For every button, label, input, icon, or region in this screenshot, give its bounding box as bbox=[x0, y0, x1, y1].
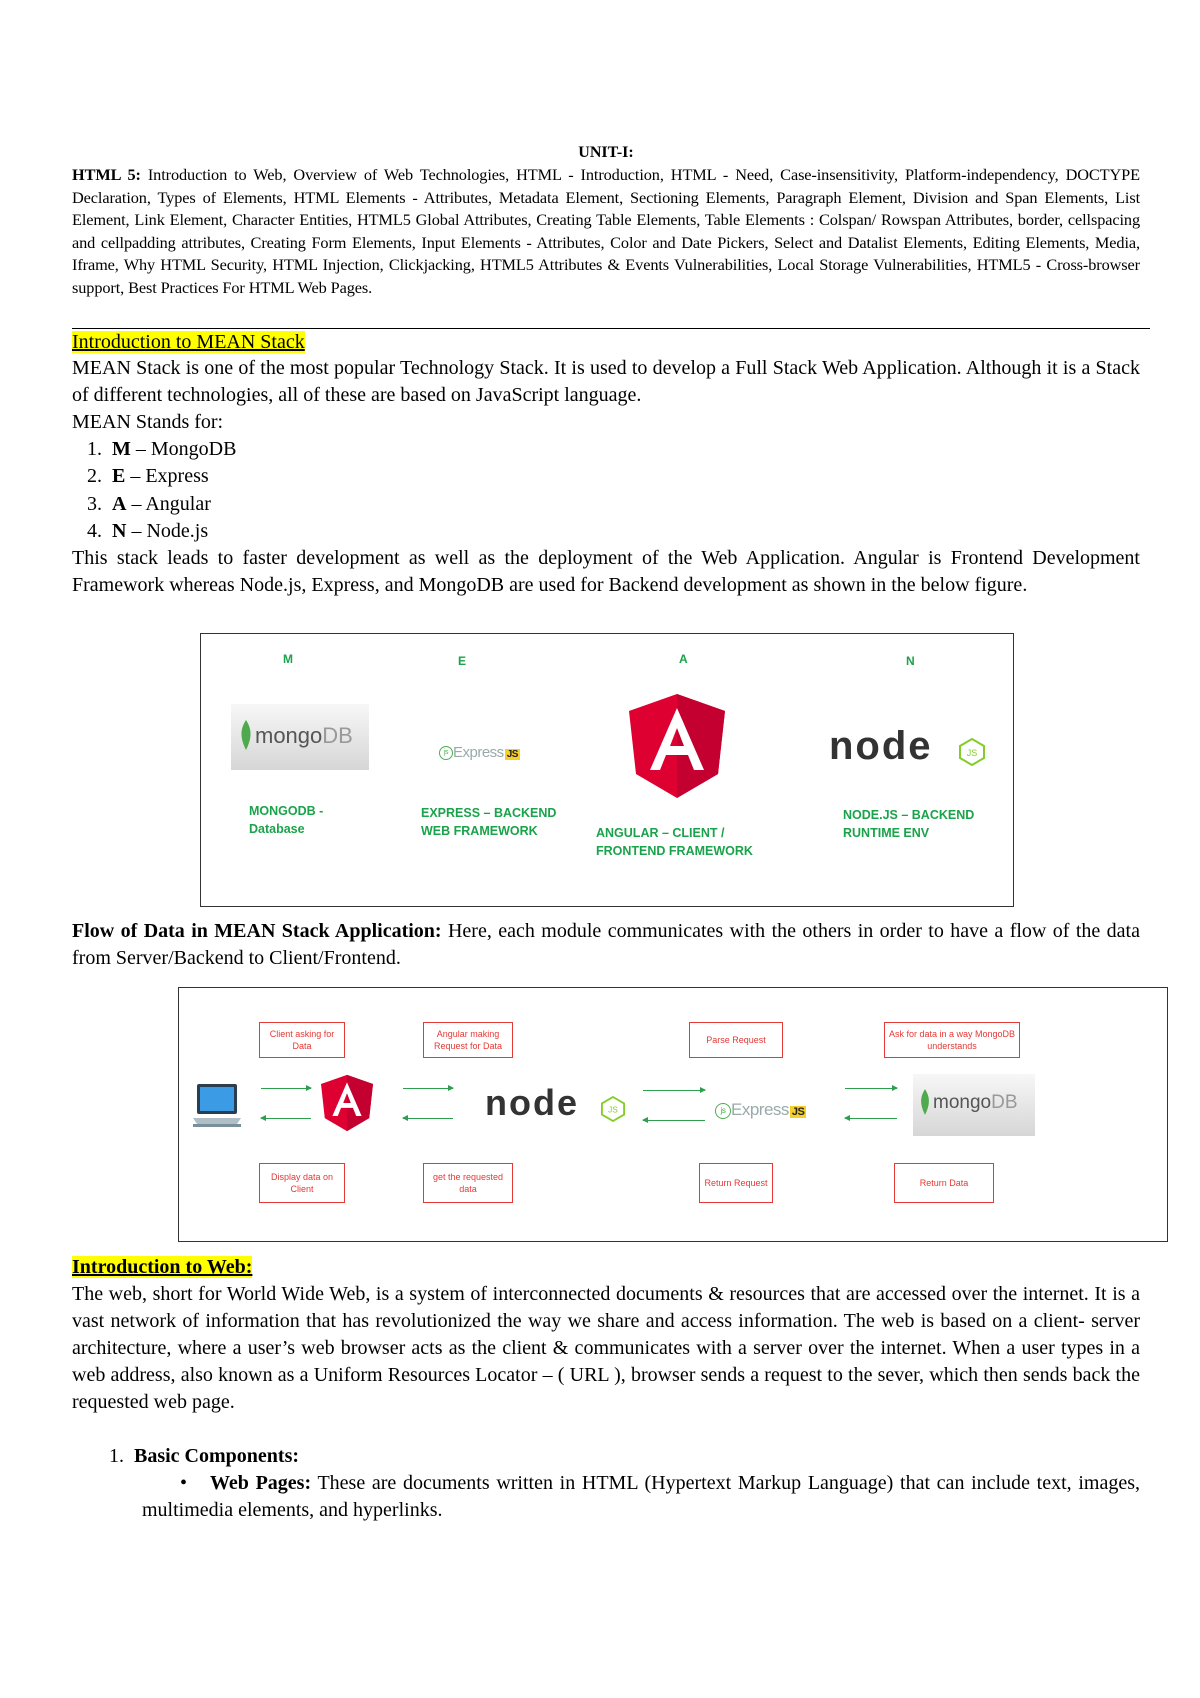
figure-letter-a: A bbox=[679, 652, 688, 666]
arrow-right-1 bbox=[261, 1088, 311, 1089]
figure-letter-m: M bbox=[283, 652, 293, 666]
arrow-left-4 bbox=[845, 1118, 897, 1119]
syllabus-label: HTML 5: bbox=[72, 165, 141, 184]
mean-heading: Introduction to MEAN Stack bbox=[72, 331, 305, 353]
caption-node: NODE.JS – BACKEND RUNTIME ENV bbox=[843, 808, 975, 840]
flow-box-client-asking: Client asking for Data bbox=[259, 1022, 345, 1058]
figure-letter-e: E bbox=[458, 654, 467, 668]
flow-box-display-data: Display data on Client bbox=[259, 1163, 345, 1203]
mean-list bbox=[72, 436, 1140, 545]
caption-angular: ANGULAR – CLIENT / FRONTEND FRAMEWORK bbox=[596, 826, 753, 858]
flow-box-return-data: Return Data bbox=[894, 1163, 994, 1203]
caption-mongodb: MONGODB - Database bbox=[249, 804, 324, 836]
figure-letter-n: N bbox=[906, 654, 915, 668]
express-logo: js Express JS bbox=[715, 1100, 806, 1120]
arrow-left-2 bbox=[403, 1118, 453, 1119]
computer-icon bbox=[191, 1082, 243, 1128]
arrow-right-3 bbox=[643, 1090, 705, 1091]
angular-logo-icon bbox=[629, 694, 725, 798]
mongodb-logo: mongoDB bbox=[913, 1074, 1035, 1136]
caption-express: EXPRESS – BACKEND WEB FRAMEWORK bbox=[421, 806, 557, 838]
arrow-right-2 bbox=[403, 1088, 453, 1089]
bullet-web-pages: • Web Pages: These are documents written in HTML (Hypertext Markup Language) that can include text, images, multimedia elements, and hyperlinks. bbox=[142, 1472, 1140, 1521]
flow-box-ask-mongodb: Ask for data in a way MongoDB understands bbox=[884, 1022, 1020, 1058]
svg-text:JS: JS bbox=[608, 1104, 618, 1115]
mean-stands-for: MEAN Stands for: bbox=[72, 411, 224, 433]
express-logo: js Express JS bbox=[439, 744, 520, 761]
node-js-hexagon-icon bbox=[601, 1096, 625, 1122]
express-js-icon: js bbox=[439, 746, 453, 760]
node-logo: node bbox=[485, 1082, 579, 1123]
web-intro-paragraph: The web, short for World Wide Web, is a system of interconnected documents & resources that are accessed over the internet. It is a vast network of information that has revolutionized the way we share and access information. The web is based on a client- server architecture, where a user’s web browser acts as the client & communicates with a server over the internet. When a user types in a web address, also known as a Uniform Resources Locator – ( URL ), browser sends a request to the sever, which then sends back the requested web page. bbox=[72, 1283, 1140, 1413]
flow-box-angular-request: Angular making Request for Data bbox=[423, 1022, 513, 1058]
arrow-left-1 bbox=[261, 1118, 311, 1119]
flow-box-return-request: Return Request bbox=[699, 1163, 773, 1203]
basic-components-heading: 1. Basic Components: bbox=[109, 1445, 300, 1467]
list-item: 4. N – Node.js bbox=[87, 519, 209, 542]
mean-deployment-paragraph: This stack leads to faster development as well as the deployment of the Web Application. Angular is Frontend Development Framework whereas Node.js, Express, and MongoDB are used for Backend development as shown in the below figure. bbox=[72, 547, 1140, 596]
express-js-icon: js bbox=[715, 1103, 731, 1119]
mongodb-logo: mongoDB bbox=[231, 704, 369, 770]
syllabus-paragraph bbox=[72, 164, 1140, 300]
data-flow-figure bbox=[178, 987, 1168, 1242]
flow-paragraph: Flow of Data in MEAN Stack Application: Here, each module communicates with the others in order to have a flow of the data from Server/Backend to Client/Frontend. bbox=[72, 920, 1140, 969]
list-item: 3. A – Angular bbox=[87, 492, 211, 515]
flow-box-parse-request: Parse Request bbox=[689, 1022, 783, 1058]
node-logo: node bbox=[829, 724, 933, 768]
list-item: 2. E – Express bbox=[87, 465, 209, 488]
web-heading: Introduction to Web: bbox=[72, 1256, 253, 1278]
bullet-icon: • bbox=[180, 1472, 188, 1494]
mean-stack-figure bbox=[200, 633, 1014, 907]
arrow-right-4 bbox=[845, 1088, 897, 1089]
node-js-hexagon-icon bbox=[959, 738, 985, 766]
angular-logo-icon bbox=[321, 1074, 373, 1132]
arrow-left-3 bbox=[643, 1120, 705, 1121]
syllabus-text: Introduction to Web, Overview of Web Technologies, HTML - Introduction, HTML - Need, Case-insensitivity, Platform-independency, DOCTYPE Declaration, Types of Elements, HTML Elements - Attributes, Metadata Element, Sectioning Elements, Paragraph Element, Division and Span Elements, List Element, Link Element, Character Entities, HTML5 Global Attributes, Creating Table Elements, Table Elements : Colspan/ Rowspan Attributes, border, cellspacing and cellpadding attributes, Creating Form Elements, Input Elements - Attributes, Color and Date Pickers, Select and Datalist Elements, Editing Elements, Media, Iframe, Why HTML Security, HTML Injection, Clickjacking, HTML5 Attributes & Events Vulnerabilities, Local Storage Vulnerabilities, HTML5 - Cross-browser support, Best Practices For HTML Web Pages. bbox=[72, 165, 1140, 297]
list-item: 1. M – MongoDB bbox=[87, 438, 237, 460]
mean-intro-paragraph: MEAN Stack is one of the most popular Technology Stack. It is used to develop a Full Stack Web Application. Although it is a Stack of different technologies, all of these are based on JavaScript language. bbox=[72, 357, 1140, 406]
unit-title: UNIT-I: bbox=[578, 144, 634, 161]
svg-text:JS: JS bbox=[966, 748, 978, 758]
flow-box-get-data: get the requested data bbox=[423, 1163, 513, 1203]
mongodb-leaf-icon bbox=[239, 720, 253, 750]
mongodb-leaf-icon bbox=[919, 1088, 931, 1116]
